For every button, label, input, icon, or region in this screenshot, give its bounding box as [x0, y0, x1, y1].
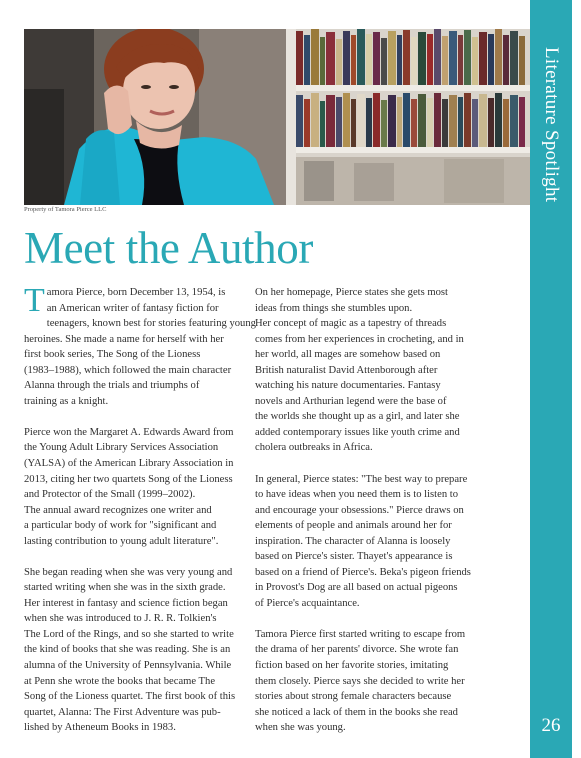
- text-line: first book series, The Song of the Lioness: [24, 349, 201, 361]
- text-line: cholera outbreaks in Africa.: [255, 442, 373, 454]
- text-line: 2013, citing her two quartets Song of the Lioness: [24, 473, 233, 485]
- text-line: based on Pierce's sister. Thayet's appearance is: [255, 551, 453, 563]
- text-line: Pierce won the Margaret A. Edwards Award from: [24, 426, 234, 438]
- photo-caption: Property of Tamora Pierce LLC: [24, 206, 107, 213]
- text-line: and encourage your obsessions." Pierce draws on: [255, 504, 464, 516]
- page-title: Meet the Author: [24, 223, 313, 273]
- text-line: and Protector of the Small (1999–2002).: [24, 489, 196, 501]
- text-line: lasting contribution to young adult literature".: [24, 535, 219, 547]
- text-line: She began reading when she was very young and: [24, 566, 233, 578]
- text-line: Her interest in fantasy and science fiction began: [24, 597, 228, 609]
- text-line: the drama of her parents' divorce. She wrote fan: [255, 644, 459, 656]
- text-line: watching his nature documentaries. Fantasy: [255, 380, 441, 392]
- text-line: In general, Pierce states: "The best way to prepare: [255, 473, 468, 485]
- text-line: at Penn she wrote the books that became The: [24, 675, 216, 687]
- text-line: elements of people and animals around her for: [255, 520, 452, 532]
- text-line: fiction based on her favorite stories, imitating: [255, 660, 449, 672]
- article-paragraph: [255, 472, 477, 612]
- text-line: alumna of the University of Pennsylvania. While: [24, 660, 232, 672]
- article-paragraph: [24, 425, 246, 549]
- text-line: (1983–1988), which followed the main character: [24, 364, 232, 376]
- author-photo: [24, 29, 530, 205]
- text-line: stories about strong female characters because: [255, 691, 452, 703]
- text-line: novels and Arthurian legend were the base of: [255, 395, 447, 407]
- text-line: when she was introduced to J. R. R. Tolkien's: [24, 613, 217, 625]
- text-line: based on a friend of Pierce's. Beka's pigeon friends: [255, 566, 471, 578]
- text-line: teenagers, known best for stories featuring young: [46, 318, 256, 330]
- article-paragraph: [24, 282, 256, 409]
- text-line: heroines. She made a name for herself with her: [24, 333, 224, 345]
- page-number: 26: [541, 715, 561, 736]
- text-line: lished by Atheneum Books in 1983.: [24, 722, 176, 734]
- text-line: she noticed a lack of them in the books she read: [255, 706, 458, 718]
- text-line: amora Pierce, born December 13, 1954, is: [46, 287, 226, 298]
- text-line: in Provost's Dog are all based on actual pigeons: [255, 582, 458, 594]
- drop-cap: T: [24, 282, 45, 319]
- text-line: of Pierce's acquaintance.: [255, 597, 360, 609]
- text-line: them closely. Pierce says she decided to write her: [255, 675, 465, 687]
- text-line: Alanna through the trials and triumphs of: [24, 380, 200, 392]
- article-paragraph: [24, 565, 246, 736]
- text-line: The annual award recognizes one writer and: [24, 504, 212, 516]
- text-line: comes from her experiences in crocheting, and in: [255, 333, 464, 345]
- text-line: (YALSA) of the American Library Association in: [24, 457, 234, 469]
- text-line: a particular body of work for "significant and: [24, 520, 217, 532]
- text-line: the worlds she thought up as a girl, and later she: [255, 411, 460, 423]
- text-line: her world, all mages are somehow based on: [255, 349, 441, 361]
- text-line: Her concept of magic as a tapestry of threads: [255, 318, 447, 330]
- text-line: the Young Adult Library Services Association: [24, 442, 219, 454]
- text-line: the kind of books that she was reading. She is an: [24, 644, 231, 656]
- text-line: an American writer of fantasy fiction for: [46, 302, 219, 314]
- text-line: to have ideas when you need them is to listen to: [255, 489, 459, 501]
- text-line: started writing when she was in the sixth grade.: [24, 582, 226, 594]
- article-column-left: [24, 282, 256, 751]
- text-line: quartet, Alanna: The First Adventure was pub-: [24, 706, 221, 718]
- text-line: British naturalist David Attenborough after: [255, 364, 438, 376]
- text-line: ideas from things she stumbles upon.: [255, 302, 413, 314]
- text-line: inspiration. The character of Alanna is loosely: [255, 535, 451, 547]
- article-paragraph: [255, 285, 477, 456]
- section-title-text: Literature Spotlight: [541, 47, 562, 203]
- article-paragraph: [255, 627, 477, 736]
- text-line: On her homepage, Pierce states she gets most: [255, 287, 448, 298]
- author-photo-image: [24, 29, 530, 205]
- text-line: Song of the Lioness quartet. The first book of this: [24, 691, 236, 703]
- text-line: The Lord of the Rings, and so she started to write: [24, 628, 234, 640]
- text-line: Tamora Pierce first started writing to escape from: [255, 628, 466, 640]
- text-line: when she was young.: [255, 722, 346, 734]
- section-title-vertical: [530, 30, 572, 220]
- article-column-right: [255, 285, 477, 751]
- text-line: added contemporary issues like youth crime and: [255, 426, 460, 438]
- text-line: training as a knight.: [24, 395, 109, 407]
